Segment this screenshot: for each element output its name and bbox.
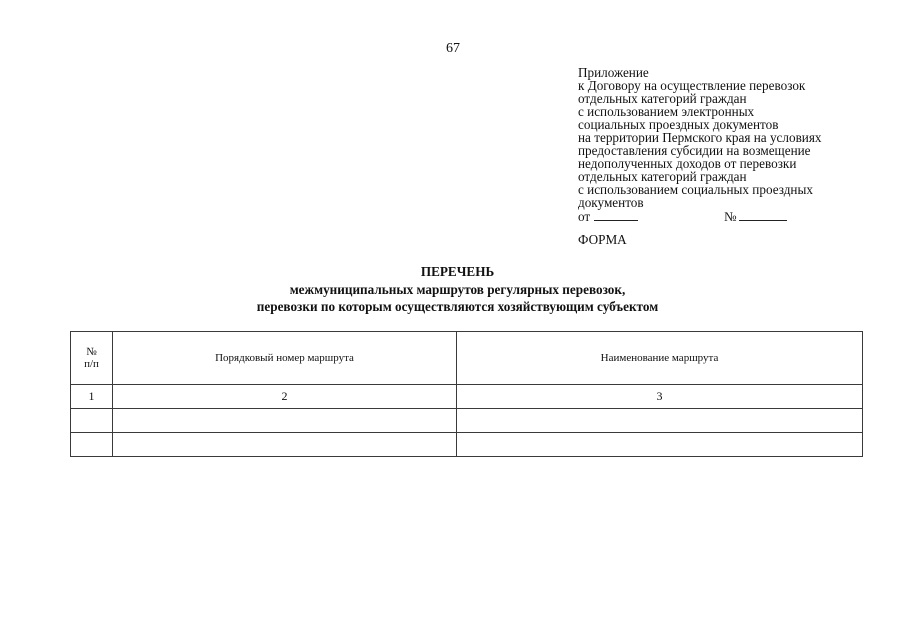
number-label: № — [724, 209, 737, 224]
annex-line: с использованием социальных проездных — [578, 182, 813, 197]
header-cell-route-name — [457, 332, 863, 385]
column-number-cell: 1 — [71, 385, 113, 409]
empty-cell[interactable] — [71, 409, 113, 433]
document-subtitle-line2: перевозки по которым осуществляются хозяйствующим субъектом — [256, 299, 659, 314]
empty-cell[interactable] — [113, 409, 457, 433]
empty-cell[interactable] — [457, 409, 863, 433]
header-cell-number — [71, 332, 113, 385]
table-row — [71, 409, 863, 433]
table-header-row — [71, 332, 863, 385]
empty-cell[interactable] — [71, 433, 113, 457]
column-number-cell: 3 — [457, 385, 863, 409]
date-number-row — [578, 210, 878, 224]
annex-line: отдельных категорий граждан — [578, 91, 747, 106]
annex-line: документов — [578, 195, 644, 210]
date-blank-line — [594, 210, 638, 221]
header-number-sign: № — [86, 346, 97, 358]
empty-cell[interactable] — [457, 433, 863, 457]
column-numbers-row — [71, 385, 863, 409]
number-field — [724, 210, 787, 223]
header-number-abbr: п/п — [84, 358, 99, 370]
annex-line: Приложение — [578, 65, 649, 80]
annex-line: к Договору на осуществление перевозок — [578, 78, 806, 93]
date-label: от — [578, 209, 591, 224]
page-number: 67 — [446, 41, 460, 56]
routes-table — [70, 331, 863, 457]
number-blank-line — [739, 210, 787, 221]
table-row — [71, 433, 863, 457]
annex-line: с использованием электронных — [578, 104, 755, 119]
annex-line: на территории Пермского края на условиях — [578, 130, 822, 145]
form-label: ФОРМА — [578, 232, 627, 247]
annex-block — [578, 66, 878, 224]
document-subtitle-line1: межмуниципальных маршрутов регулярных перевозок, — [289, 282, 626, 297]
empty-cell[interactable] — [113, 433, 457, 457]
date-field — [578, 210, 638, 223]
annex-line: предоставления субсидии на возмещение — [578, 143, 811, 158]
column-number-cell: 2 — [113, 385, 457, 409]
document-title: ПЕРЕЧЕНЬ — [420, 264, 495, 279]
annex-line: отдельных категорий граждан — [578, 169, 747, 184]
header-cell-route-number — [113, 332, 457, 385]
header-route-name-label: Наименование маршрута — [600, 352, 719, 364]
header-route-number-label: Порядковый номер маршрута — [215, 352, 354, 364]
annex-line: социальных проездных документов — [578, 117, 779, 132]
annex-line: недополученных доходов от перевозки — [578, 156, 797, 171]
